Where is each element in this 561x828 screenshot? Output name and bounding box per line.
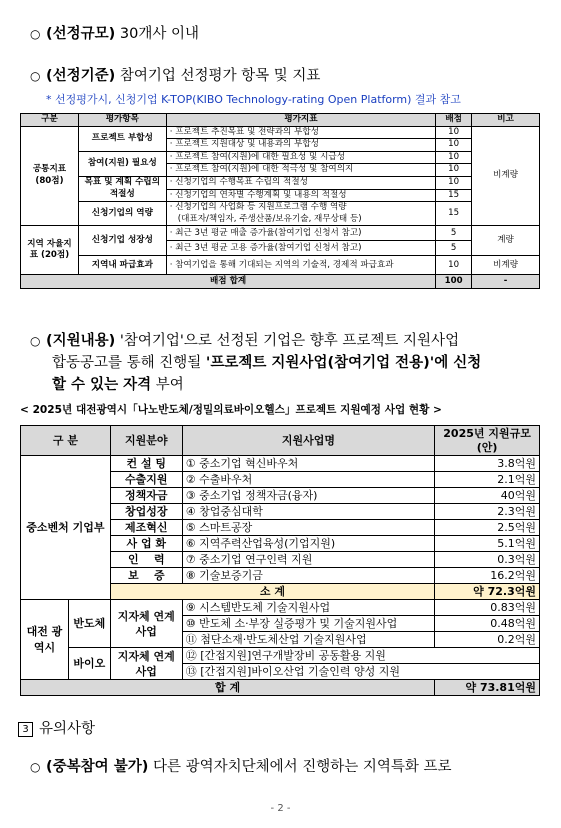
indicator-cell — [166, 202, 435, 226]
program-cell: ⑤ 스마트공장 — [182, 520, 434, 536]
indicator-cell: · 프로젝트 참여(지원)에 대한 필요성 및 시급성 — [166, 151, 435, 164]
page-number: - 2 - — [270, 803, 291, 814]
amount-cell: 2.3억원 — [435, 504, 540, 520]
program-cell: ① 중소기업 혁신바우처 — [182, 456, 434, 472]
evaluation-table — [20, 113, 540, 289]
remark-nonquant: 비계량 — [472, 126, 540, 226]
header-indicator: 평가지표 — [166, 114, 435, 127]
total-amount: 약 73.81억원 — [435, 680, 540, 696]
item-plan: 목표 및 계획 수립의 적절성 — [78, 176, 166, 201]
header-remark: 비고 — [472, 114, 540, 127]
field-cell: 수출지원 — [110, 472, 182, 488]
indicator-text: · 신청기업의 사업화 등 지원프로그램 수행 역량 — [169, 202, 347, 213]
support-emphasis: '프로젝트 지원사업(참여기업 전용)'에 신청 — [205, 355, 482, 371]
support-label: (지원내용) — [46, 333, 116, 349]
score-cell: 5 — [436, 226, 472, 241]
bullet-icon: ○ — [30, 334, 41, 348]
amount-cell: 0.83억원 — [435, 600, 540, 616]
support-text: 부여 — [151, 377, 184, 393]
program-cell: ② 수출바우처 — [182, 472, 434, 488]
field-cell: 창업성장 — [110, 504, 182, 520]
total-remark: - — [472, 275, 540, 289]
amount-cell: 2.1억원 — [435, 472, 540, 488]
group-sme: 중소벤처 기업부 — [21, 456, 111, 600]
score-cell: 10 — [436, 176, 472, 189]
program-cell: ⑦ 중소기업 연구인력 지원 — [182, 552, 434, 568]
remark-nonquant2: 비계량 — [472, 256, 540, 275]
scale-label: (선정규모) — [46, 26, 116, 42]
amount-cell: 2.5억원 — [435, 520, 540, 536]
field-local: 지자체 연계사업 — [110, 648, 182, 680]
selection-criteria-line — [30, 64, 320, 85]
group-city: 대전 광역시 — [21, 600, 69, 680]
support-paragraph — [30, 330, 545, 396]
subtotal-amount: 약 72.3억원 — [435, 584, 540, 600]
header-budget: 2025년 지원규모(안) — [435, 426, 540, 456]
amount-cell: 0.2억원 — [435, 632, 540, 648]
amount-cell: 3.8억원 — [435, 456, 540, 472]
score-cell: 10 — [436, 256, 472, 275]
selection-scale-line — [30, 22, 199, 43]
criteria-label: (선정기준) — [46, 68, 116, 84]
group-regional: 지역 자율지표 (20점) — [21, 226, 79, 275]
indicator-cell: · 신청기업의 연차별 수행계획 및 내용의 적절성 — [166, 189, 435, 202]
program-cell: ⑩ 반도체 소·부장 실증평가 및 기술지원사업 — [182, 616, 434, 632]
dup-label: (중복참여 불가) — [46, 759, 149, 775]
header-score: 배점 — [436, 114, 472, 127]
field-cell: 제조혁신 — [110, 520, 182, 536]
score-cell: 15 — [436, 189, 472, 202]
sub-semiconductor: 반도체 — [68, 600, 110, 648]
header-field: 지원분야 — [110, 426, 182, 456]
score-cell: 10 — [436, 139, 472, 152]
amount-cell: 16.2억원 — [435, 568, 540, 584]
total-score: 100 — [436, 275, 472, 289]
program-cell: ⑧ 기술보증기금 — [182, 568, 434, 584]
amount-cell: 40억원 — [435, 488, 540, 504]
program-cell: ⑨ 시스템반도체 기술지원사업 — [182, 600, 434, 616]
score-cell: 15 — [436, 202, 472, 226]
field-cell: 보 증 — [110, 568, 182, 584]
indicator-cell: · 프로젝트 추진목표 및 전략과의 부합성 — [166, 126, 435, 139]
support-emphasis: 할 수 있는 자격 — [52, 377, 152, 393]
indicator-cell: · 최근 3년 평균 고용 증가율(참여기업 신청서 참고) — [166, 241, 435, 256]
score-cell: 10 — [436, 151, 472, 164]
bullet-icon: ○ — [30, 69, 41, 83]
amount-cell: 0.3억원 — [435, 552, 540, 568]
item-capability: 신청기업의 역량 — [78, 202, 166, 226]
total-label: 합 계 — [21, 680, 435, 696]
indicator-cell: · 프로젝트 참여(지원)에 대한 적극성 및 참여의지 — [166, 164, 435, 177]
header-item: 평가항목 — [78, 114, 166, 127]
notes-title: 유의사항 — [39, 721, 96, 737]
program-cell: ⑪ 첨단소재·반도체산업 기술지원사업 — [182, 632, 434, 648]
header-program: 지원사업명 — [182, 426, 434, 456]
support-text: '참여기업'으로 선정된 기업은 향후 프로젝트 지원사업 — [115, 333, 460, 349]
indicator-cell: · 신청기업의 수행목표 수립의 적절성 — [166, 176, 435, 189]
section-number-box: 3 — [18, 722, 33, 737]
indicator-cell: · 최근 3년 평균 매출 증가율(참여기업 신청서 참고) — [166, 226, 435, 241]
program-cell: ⑫ [간접지원]연구개발장비 공동활용 지원 — [182, 648, 539, 664]
support-program-table — [20, 425, 540, 696]
score-cell: 10 — [436, 164, 472, 177]
remark-quant: 계량 — [472, 226, 540, 256]
program-cell: ⑥ 지역주력산업육성(기업지원) — [182, 536, 434, 552]
dup-text: 다른 광역자치단체에서 진행하는 지역특화 프로 — [148, 759, 452, 775]
indicator-cell: · 참여기업을 통해 기대되는 지역의 기술적, 경제적 파급효과 — [166, 256, 435, 275]
field-cell: 인 력 — [110, 552, 182, 568]
score-cell: 10 — [436, 126, 472, 139]
item-project-fit: 프로젝트 부합성 — [78, 126, 166, 151]
duplicate-participation-line — [30, 755, 452, 776]
item-ripple: 지역내 파급효과 — [78, 256, 166, 275]
bullet-icon: ○ — [30, 760, 41, 774]
bullet-icon: ○ — [30, 27, 41, 41]
item-growth: 신청기업 성장성 — [78, 226, 166, 256]
amount-cell: 0.48억원 — [435, 616, 540, 632]
support-text: 합동공고를 통해 진행될 — [52, 355, 206, 371]
amount-cell: 5.1억원 — [435, 536, 540, 552]
notes-heading — [18, 717, 95, 738]
header-category: 구 분 — [21, 426, 111, 456]
indicator-detail: (대표자/책임자, 주생산품/보유기술, 재무상태 등) — [177, 213, 362, 224]
score-cell: 5 — [436, 241, 472, 256]
subtotal-label: 소 계 — [110, 584, 434, 600]
indicator-cell: · 프로젝트 지원대상 및 내용과의 부합성 — [166, 139, 435, 152]
program-cell: ⑬ [간접지원]바이오산업 기술인력 양성 지원 — [182, 664, 539, 680]
field-cell: 정책자금 — [110, 488, 182, 504]
field-local: 지자체 연계사업 — [110, 600, 182, 648]
header-category: 구분 — [21, 114, 79, 127]
group-common: 공통지표 (80점) — [21, 126, 79, 226]
program-cell: ④ 창업중심대학 — [182, 504, 434, 520]
sub-bio: 바이오 — [68, 648, 110, 680]
total-label: 배점 합계 — [21, 275, 436, 289]
evaluation-note: * 선정평가시, 신청기업 K-TOP(KIBO Technology-rating Open Platform) 결과 참고 — [46, 93, 461, 106]
table-caption: < 2025년 대전광역시「나노반도체/정밀의료바이오헬스」프로젝트 지원예정 사업 현황 > — [20, 404, 442, 416]
program-cell: ③ 중소기업 정책자금(융자) — [182, 488, 434, 504]
item-necessity: 참여(지원) 필요성 — [78, 151, 166, 176]
field-cell: 사 업 화 — [110, 536, 182, 552]
field-cell: 컨 설 팅 — [110, 456, 182, 472]
criteria-text: 참여기업 선정평가 항목 및 지표 — [115, 68, 321, 84]
scale-text: 30개사 이내 — [115, 26, 199, 42]
